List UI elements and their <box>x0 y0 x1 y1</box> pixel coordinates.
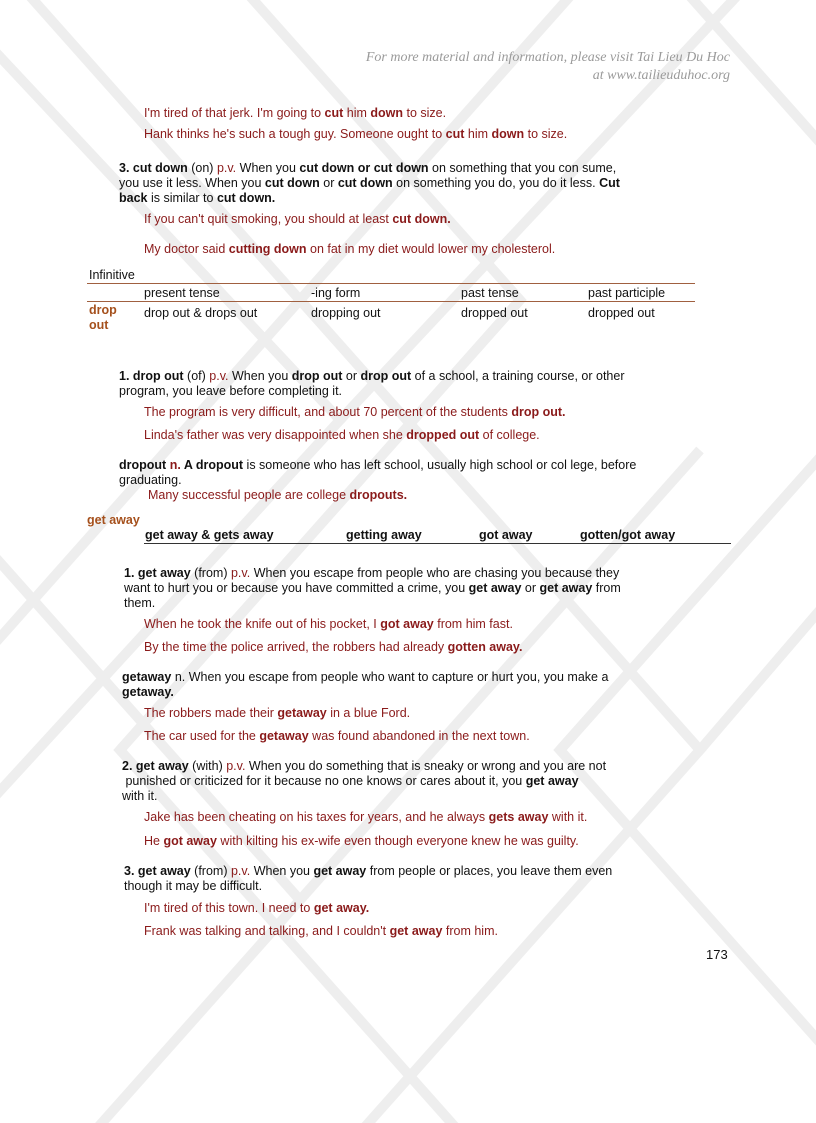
table-header-past: past tense <box>461 286 519 300</box>
definition-get-away-3: 3. get away (from) p.v. When you get away from people or places, you leave them even though it may be difficult. <box>124 864 613 893</box>
table-cell: dropping out <box>311 306 381 320</box>
table-cell: dropped out <box>588 306 655 320</box>
example-sentence: The robbers made their getaway in a blue Ford. <box>144 706 411 720</box>
headword-out: out <box>89 318 109 332</box>
table-header-participle: past participle <box>588 286 666 300</box>
form-ing: getting away <box>346 528 422 542</box>
example-sentence: The program is very difficult, and about 70 percent of the students drop out. <box>144 405 566 419</box>
form-participle: gotten/got away <box>580 528 676 542</box>
example-sentence: He got away with kilting his ex-wife even though everyone knew he was guilty. <box>144 834 579 848</box>
example-sentence: Many successful people are college dropouts. <box>148 488 408 502</box>
example-sentence: I'm tired of that jerk. I'm going to cut him down to size. <box>144 106 447 120</box>
table-cell: dropped out <box>461 306 528 320</box>
table-cell: drop out & drops out <box>144 306 258 320</box>
table-rule-top <box>87 283 695 284</box>
header-line-1: For more material and information, please visit Tai Lieu Du Hoc <box>365 50 730 65</box>
definition-dropout: dropout n. A dropout is someone who has left school, usually high school or col lege, before graduating. <box>119 458 637 487</box>
header-line-2: at www.tailieuduhoc.org <box>592 68 730 83</box>
headword-get-away: get away <box>87 513 140 527</box>
example-sentence: Jake has been cheating on his taxes for years, and he always gets away with it. <box>144 810 588 824</box>
example-sentence: My doctor said cutting down on fat in my diet would lower my cholesterol. <box>144 242 556 256</box>
form-past: got away <box>479 528 533 542</box>
example-sentence: I'm tired of this town. I need to get away. <box>144 901 370 915</box>
page-number: 173 <box>706 947 728 962</box>
infinitive-label: Infinitive <box>89 268 135 282</box>
definition-drop-out-1: 1. drop out (of) p.v. When you drop out or drop out of a school, a training course, or other program, you leave before completing it. <box>119 369 625 398</box>
example-sentence: Hank thinks he's such a tough guy. Someone ought to cut him down to size. <box>144 127 568 141</box>
definition-get-away-1: 1. get away (from) p.v. When you escape from people who are chasing you because they want to hurt you or because you have committed a crime, you get away or get away from them. <box>124 566 621 610</box>
forms-underline <box>144 543 731 544</box>
table-header-present: present tense <box>144 286 220 300</box>
table-header-ing: -ing form <box>311 286 361 300</box>
form-present: get away & gets away <box>145 528 274 542</box>
definition-getaway: getaway n. When you escape from people who want to capture or hurt you, you make a getaway. <box>122 670 609 699</box>
table-rule-mid <box>87 301 695 302</box>
example-sentence: If you can't quit smoking, you should at least cut down. <box>144 212 451 226</box>
example-sentence: By the time the police arrived, the robbers had already gotten away. <box>144 640 523 654</box>
example-sentence: The car used for the getaway was found abandoned in the next town. <box>144 729 530 743</box>
definition-get-away-2: 2. get away (with) p.v. When you do something that is sneaky or wrong and you are not punished or criticized for it because no one knows or cares about it, you get away with it. <box>122 759 607 803</box>
example-sentence: When he took the knife out of his pocket, I got away from him fast. <box>144 617 513 631</box>
headword-drop: drop <box>89 303 117 317</box>
definition-cut-down-3: 3. cut down (on) p.v. When you cut down or cut down on something that you con sume, you use it less. When you cut down or cut down on something you do, you do it less. Cut back is similar to cut down. <box>119 161 620 205</box>
example-sentence: Frank was talking and talking, and I couldn't get away from him. <box>144 924 498 938</box>
example-sentence: Linda's father was very disappointed when she dropped out of college. <box>144 428 540 442</box>
